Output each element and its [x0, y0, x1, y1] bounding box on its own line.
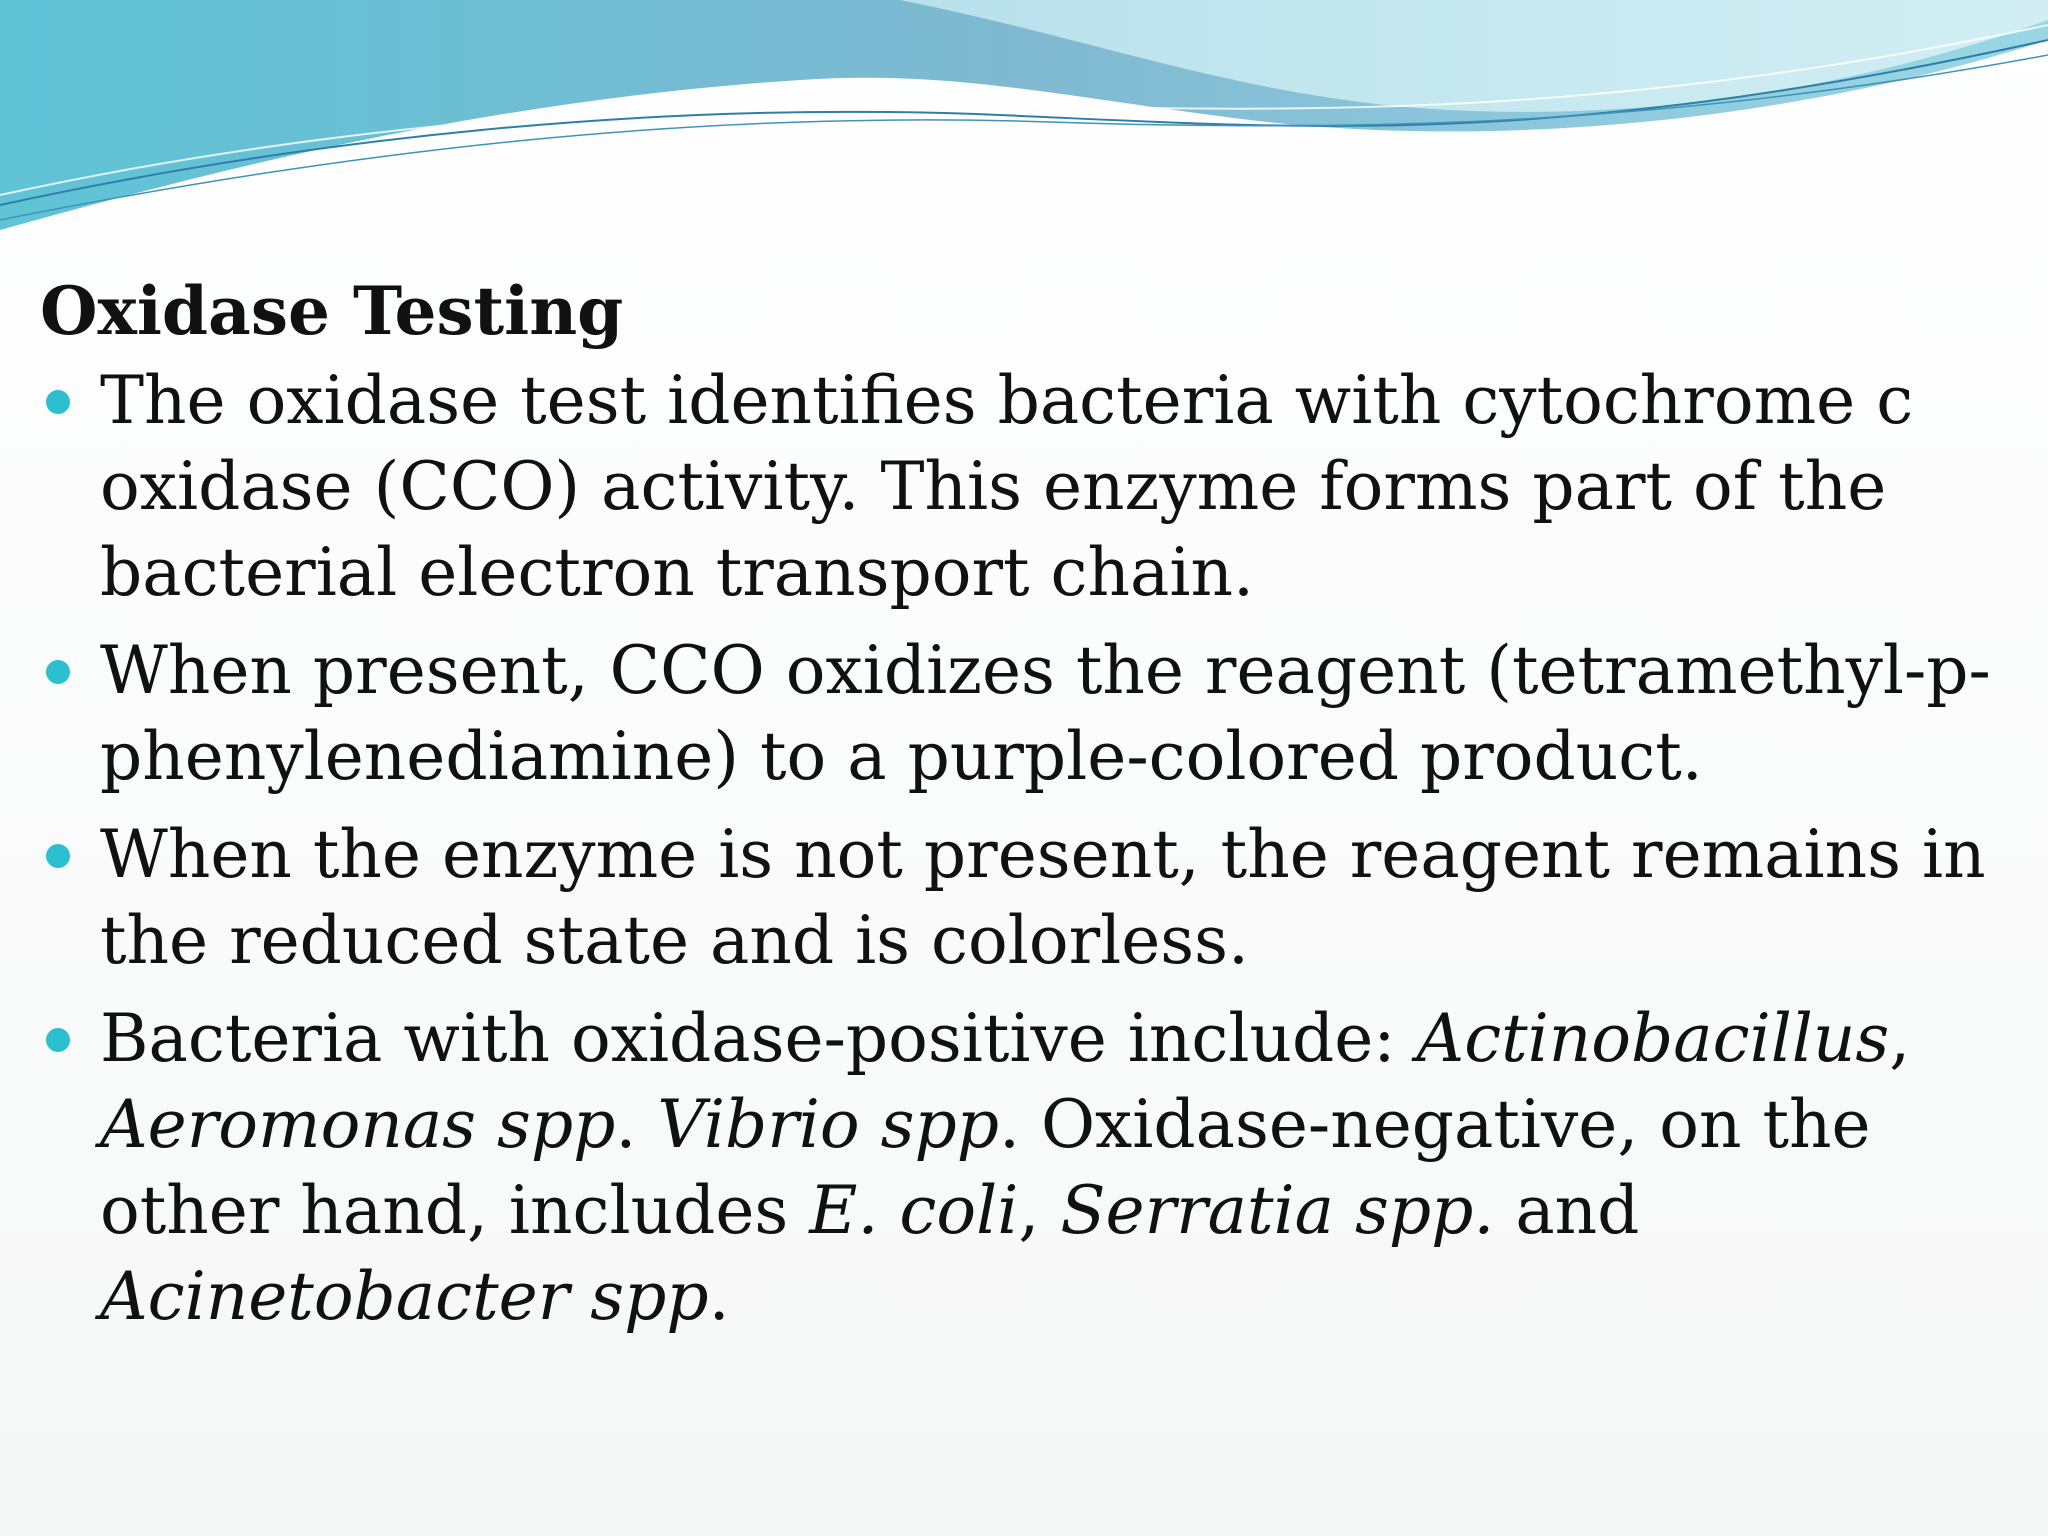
bullet-text-segment: . — [615, 1086, 658, 1163]
bullet-text: When the enzyme is not present, the reagent remains in the reduced state and is colorless. — [100, 816, 1986, 979]
bullet-dot-icon — [46, 844, 70, 868]
bullet-text: When present, CCO oxidizes the reagent (tetramethyl-p-phenylenediamine) to a purple-colored product. — [100, 632, 1991, 795]
bullet-dot-icon — [46, 390, 70, 414]
bullet-text-segment: and — [1494, 1172, 1640, 1249]
bullet-item — [40, 358, 2000, 616]
bullet-item — [40, 628, 2000, 800]
genus-name: Serratia spp. — [1060, 1172, 1495, 1249]
header-wave-decoration — [0, 0, 2048, 240]
bullet-dot-icon — [46, 660, 70, 684]
bullet-dot-icon — [46, 1028, 70, 1052]
genus-name: Acinetobacter spp — [100, 1258, 709, 1335]
bullet-text-segment: . — [708, 1258, 730, 1335]
slide-title: Oxidase Testing — [40, 272, 624, 350]
genus-name: Actinobacillus — [1416, 1000, 1890, 1077]
bullet-text-segment: , — [1018, 1172, 1061, 1249]
bullet-text — [100, 1000, 1910, 1335]
bullet-text-segment: . Oxidase-negative, on the other hand, includes — [100, 1086, 1871, 1249]
bullet-item — [40, 996, 2000, 1340]
genus-name: Aeromonas spp — [100, 1086, 616, 1163]
bullet-item — [40, 812, 2000, 984]
bullet-text-segment: Bacteria with oxidase-positive include: — [100, 1000, 1417, 1077]
genus-name: Vibrio spp — [657, 1086, 999, 1163]
bullet-list — [40, 358, 2000, 1340]
slide-content — [40, 268, 2000, 1352]
genus-name: E. coli — [809, 1172, 1019, 1249]
bullet-text: The oxidase test identifies bacteria with cytochrome c oxidase (CCO) activity. This enzyme forms part of the bacterial electron transport chain. — [100, 362, 1914, 611]
bullet-text-segment: , — [1889, 1000, 1911, 1077]
